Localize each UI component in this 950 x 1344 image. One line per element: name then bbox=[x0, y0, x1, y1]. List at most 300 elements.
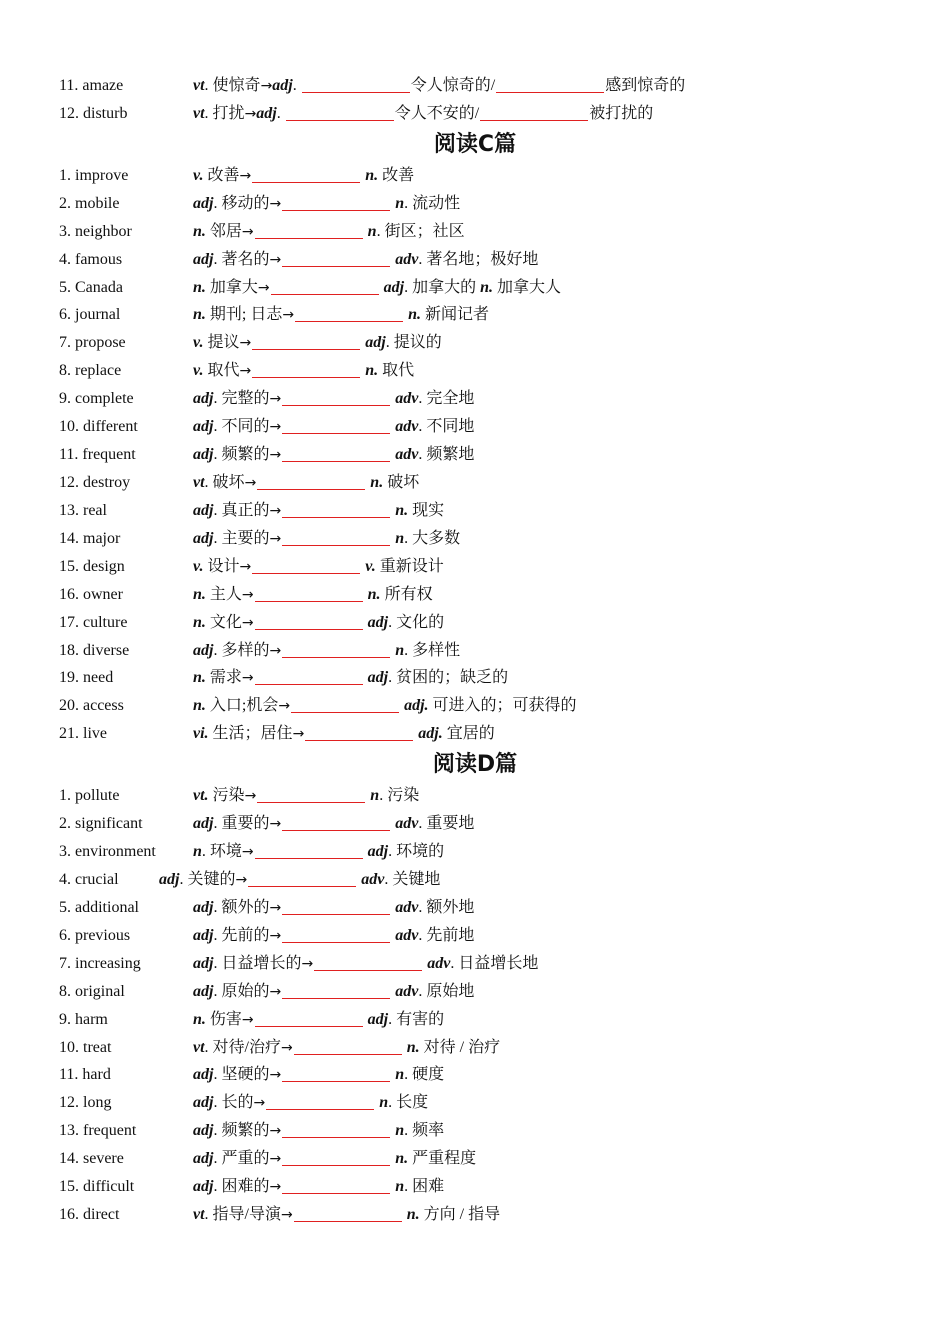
part-of-speech: vt. bbox=[193, 787, 209, 805]
vocab-word: 20. access bbox=[59, 697, 124, 715]
part-of-speech: n. bbox=[365, 166, 379, 184]
arrow-icon: → bbox=[269, 927, 282, 944]
sep: . bbox=[204, 1206, 213, 1224]
arrow-icon: → bbox=[269, 502, 282, 519]
sep: . bbox=[204, 104, 213, 122]
part-of-speech: n. bbox=[408, 306, 421, 324]
answer-blank[interactable] bbox=[257, 786, 365, 803]
vocab-row bbox=[0, 1061, 950, 1089]
sep: . bbox=[213, 390, 222, 408]
vocab-row bbox=[0, 190, 950, 218]
vocab-row bbox=[0, 581, 950, 609]
vocab-word: 13. frequent bbox=[59, 1122, 137, 1140]
vocab-word: 7. propose bbox=[59, 334, 126, 352]
chinese-meaning: 主要的 bbox=[221, 529, 270, 547]
part-of-speech: n. bbox=[395, 1150, 409, 1168]
answer-blank[interactable] bbox=[282, 814, 390, 831]
vocab-definition bbox=[193, 525, 460, 554]
vocab-row bbox=[0, 441, 950, 469]
part-of-speech: n. bbox=[406, 1206, 420, 1224]
part-of-speech: n bbox=[193, 843, 202, 861]
part-of-speech: n bbox=[379, 1094, 389, 1112]
answer-blank[interactable] bbox=[282, 529, 390, 546]
vocab-row bbox=[0, 1201, 950, 1229]
arrow-icon: → bbox=[244, 788, 257, 805]
chinese-meaning: 令人不安的/ bbox=[394, 104, 480, 122]
arrow-icon: → bbox=[241, 586, 254, 603]
chinese-meaning: 新闻记者 bbox=[425, 306, 490, 324]
chinese-meaning: 重新设计 bbox=[379, 557, 444, 575]
chinese-meaning: 大多数 bbox=[412, 529, 461, 547]
vocab-definition bbox=[193, 246, 538, 275]
vocab-definition bbox=[193, 782, 419, 811]
vocab-word: 12. destroy bbox=[59, 473, 131, 491]
arrow-icon: → bbox=[278, 698, 291, 715]
part-of-speech: n. bbox=[193, 278, 206, 296]
chinese-meaning: 宜居的 bbox=[446, 725, 495, 743]
part-of-speech: adj bbox=[193, 926, 214, 944]
vocab-word: 11. hard bbox=[59, 1066, 111, 1084]
arrow-icon: → bbox=[269, 816, 282, 833]
part-of-speech: adv bbox=[395, 390, 419, 408]
vocab-word: 11. amaze bbox=[59, 77, 124, 94]
chinese-meaning: 著名地；极好地 bbox=[426, 250, 539, 268]
part-of-speech: adj bbox=[193, 446, 214, 464]
chinese-meaning: 原始地 bbox=[426, 982, 475, 1000]
vocab-definition bbox=[193, 553, 444, 582]
part-of-speech: v. bbox=[193, 334, 204, 352]
answer-blank[interactable] bbox=[252, 557, 360, 574]
vocab-row bbox=[0, 100, 950, 128]
vocab-definition bbox=[193, 274, 561, 303]
vocab-row bbox=[0, 866, 950, 894]
part-of-speech: adj bbox=[193, 250, 214, 268]
vocab-definition bbox=[193, 1006, 444, 1035]
answer-blank[interactable] bbox=[282, 445, 390, 462]
sep: . bbox=[404, 1178, 413, 1196]
part-of-speech: n. bbox=[406, 1038, 420, 1056]
part-of-speech: adv bbox=[395, 926, 419, 944]
part-of-speech: n bbox=[395, 194, 405, 212]
chinese-meaning: 贫困的；缺乏的 bbox=[396, 669, 509, 687]
chinese-meaning: 关键地 bbox=[392, 870, 441, 888]
vocab-definition bbox=[193, 190, 460, 219]
chinese-meaning: 不同的 bbox=[221, 418, 270, 436]
vocab-word: 16. direct bbox=[59, 1206, 120, 1224]
part-of-speech: n bbox=[395, 1066, 405, 1084]
part-of-speech: adj bbox=[193, 982, 214, 1000]
arrow-icon: → bbox=[241, 670, 254, 687]
part-of-speech: adj bbox=[193, 815, 214, 833]
part-of-speech: adj bbox=[193, 1066, 214, 1084]
part-of-speech: vi. bbox=[193, 725, 209, 743]
vocab-word: 19. need bbox=[59, 669, 114, 687]
vocab-row bbox=[0, 274, 950, 302]
chinese-meaning: 硬度 bbox=[412, 1066, 445, 1084]
vocab-row bbox=[0, 218, 950, 246]
chinese-meaning: 有害的 bbox=[396, 1010, 445, 1028]
vocab-row bbox=[0, 553, 950, 581]
answer-blank[interactable] bbox=[257, 473, 365, 490]
chinese-meaning: 日益增长地 bbox=[458, 954, 539, 972]
arrow-icon: → bbox=[239, 167, 252, 184]
chinese-meaning: 取代 bbox=[207, 362, 240, 380]
vocab-row bbox=[0, 1173, 950, 1201]
chinese-meaning: 破坏 bbox=[387, 473, 420, 491]
chinese-meaning: 长度 bbox=[396, 1094, 429, 1112]
chinese-meaning: 真正的 bbox=[221, 501, 270, 519]
part-of-speech: adv bbox=[395, 982, 419, 1000]
chinese-meaning: 使惊奇 bbox=[212, 77, 261, 94]
vocab-definition bbox=[193, 922, 474, 951]
vocab-word: 8. replace bbox=[59, 362, 122, 380]
arrow-icon: → bbox=[257, 279, 270, 296]
part-of-speech: adj. bbox=[418, 725, 443, 743]
answer-blank[interactable] bbox=[255, 222, 363, 239]
arrow-icon: → bbox=[241, 844, 254, 861]
chinese-meaning: 入口;机会 bbox=[209, 697, 279, 715]
chinese-meaning: 先前的 bbox=[221, 926, 270, 944]
chinese-meaning: 困难的 bbox=[221, 1178, 270, 1196]
part-of-speech: n. bbox=[193, 585, 206, 603]
chinese-meaning: 流动性 bbox=[412, 194, 461, 212]
vocab-row bbox=[0, 692, 950, 720]
sep: . bbox=[213, 898, 222, 916]
chinese-meaning: 伤害 bbox=[209, 1010, 242, 1028]
answer-blank[interactable] bbox=[282, 1065, 390, 1082]
part-of-speech: n bbox=[395, 1122, 405, 1140]
vocab-definition bbox=[193, 413, 474, 442]
sep: . bbox=[450, 954, 459, 972]
sep: . bbox=[204, 1038, 213, 1056]
part-of-speech: n bbox=[395, 641, 405, 659]
part-of-speech: v. bbox=[193, 166, 204, 184]
chinese-meaning: 严重的 bbox=[221, 1150, 270, 1168]
chinese-meaning: 完全地 bbox=[426, 390, 475, 408]
part-of-speech: adj. bbox=[404, 697, 429, 715]
sep: . bbox=[388, 1094, 397, 1112]
sep: . bbox=[385, 334, 394, 352]
arrow-icon: → bbox=[269, 195, 282, 212]
vocab-word: 17. culture bbox=[59, 613, 128, 631]
chinese-meaning: 频率 bbox=[412, 1122, 445, 1140]
answer-blank[interactable] bbox=[282, 982, 390, 999]
chinese-meaning: 严重程度 bbox=[412, 1150, 477, 1168]
part-of-speech: n. bbox=[193, 222, 206, 240]
sep: . bbox=[418, 446, 427, 464]
part-of-speech: vt bbox=[193, 473, 205, 491]
chinese-meaning: 移动的 bbox=[221, 194, 270, 212]
vocab-row bbox=[0, 978, 950, 1006]
vocab-definition bbox=[193, 894, 474, 923]
answer-blank[interactable] bbox=[282, 1121, 390, 1138]
part-of-speech: adj bbox=[193, 898, 214, 916]
arrow-icon: → bbox=[269, 1067, 282, 1084]
answer-blank[interactable] bbox=[252, 333, 360, 350]
vocab-definition bbox=[193, 357, 414, 386]
part-of-speech: v. bbox=[193, 362, 204, 380]
arrow-icon: → bbox=[269, 530, 282, 547]
arrow-icon: → bbox=[239, 335, 252, 352]
arrow-icon: → bbox=[239, 363, 252, 380]
vocab-word: 4. famous bbox=[59, 250, 123, 268]
part-of-speech: n. bbox=[193, 613, 206, 631]
chinese-meaning: 困难 bbox=[412, 1178, 445, 1196]
sep: . bbox=[179, 870, 188, 888]
part-of-speech: n. bbox=[193, 306, 206, 324]
vocab-word: 8. original bbox=[59, 982, 125, 1000]
part-of-speech: adv bbox=[395, 446, 419, 464]
answer-blank[interactable] bbox=[295, 305, 403, 322]
answer-blank[interactable] bbox=[282, 898, 390, 915]
vocab-word: 9. complete bbox=[59, 390, 134, 408]
chinese-meaning: 设计 bbox=[207, 557, 240, 575]
vocab-definition bbox=[193, 1089, 428, 1118]
part-of-speech: adj bbox=[193, 529, 214, 547]
arrow-icon: → bbox=[292, 726, 305, 743]
arrow-icon: → bbox=[269, 1123, 282, 1140]
sep: . bbox=[276, 104, 285, 122]
vocab-word: 11. frequent bbox=[59, 446, 136, 464]
chinese-meaning: 坚硬的 bbox=[221, 1066, 270, 1084]
answer-blank[interactable] bbox=[305, 724, 413, 741]
part-of-speech: adj bbox=[193, 954, 214, 972]
vocab-word: 15. design bbox=[59, 557, 125, 575]
sep: . bbox=[379, 787, 388, 805]
arrow-icon: → bbox=[269, 899, 282, 916]
sep: . bbox=[388, 613, 397, 631]
part-of-speech: n. bbox=[367, 585, 381, 603]
vocab-row bbox=[0, 497, 950, 525]
vocab-row bbox=[0, 950, 950, 978]
chinese-meaning: 频繁的 bbox=[221, 446, 270, 464]
vocab-word: 2. significant bbox=[59, 815, 143, 833]
answer-blank[interactable] bbox=[286, 104, 394, 121]
part-of-speech: adj bbox=[365, 334, 386, 352]
answer-blank[interactable] bbox=[266, 1093, 374, 1110]
sep: . bbox=[404, 194, 413, 212]
chinese-meaning: 加拿大 bbox=[209, 278, 258, 296]
chinese-meaning: 重要的 bbox=[221, 815, 270, 833]
arrow-icon: → bbox=[301, 955, 314, 972]
chinese-meaning: 改善 bbox=[382, 166, 415, 184]
sep: . bbox=[213, 1122, 222, 1140]
vocab-row bbox=[0, 72, 950, 100]
vocab-definition bbox=[193, 100, 653, 129]
chinese-meaning: 污染 bbox=[212, 787, 245, 805]
vocab-word: 3. neighbor bbox=[59, 222, 132, 240]
chinese-meaning: 加拿大人 bbox=[497, 278, 562, 296]
chinese-meaning: 著名的 bbox=[221, 250, 270, 268]
vocab-definition bbox=[193, 329, 442, 358]
chinese-meaning: 不同地 bbox=[426, 418, 475, 436]
vocab-word: 5. Canada bbox=[59, 278, 123, 296]
vocab-row bbox=[0, 1006, 950, 1034]
chinese-meaning: 文化的 bbox=[396, 613, 445, 631]
answer-blank[interactable] bbox=[282, 926, 390, 943]
chinese-meaning: 完整的 bbox=[221, 390, 270, 408]
chinese-meaning: 提议的 bbox=[393, 334, 442, 352]
sep: . bbox=[418, 390, 427, 408]
part-of-speech: adj bbox=[159, 870, 180, 888]
chinese-meaning: 原始的 bbox=[221, 982, 270, 1000]
answer-blank[interactable] bbox=[496, 76, 604, 93]
vocab-row bbox=[0, 301, 950, 329]
sep: . bbox=[418, 982, 427, 1000]
sep: . bbox=[418, 898, 427, 916]
chinese-meaning: 取代 bbox=[382, 362, 415, 380]
sep: . bbox=[388, 843, 397, 861]
answer-blank[interactable] bbox=[302, 76, 410, 93]
answer-blank[interactable] bbox=[282, 1149, 390, 1166]
part-of-speech: n bbox=[370, 787, 380, 805]
vocab-definition bbox=[193, 978, 474, 1007]
arrow-icon: → bbox=[269, 1179, 282, 1196]
part-of-speech: n. bbox=[395, 501, 409, 519]
chinese-meaning: 打扰 bbox=[212, 104, 245, 122]
vocab-row bbox=[0, 637, 950, 665]
vocab-word: 14. severe bbox=[59, 1150, 124, 1168]
answer-blank[interactable] bbox=[480, 104, 588, 121]
vocab-definition bbox=[193, 441, 474, 470]
answer-blank[interactable] bbox=[255, 668, 363, 685]
part-of-speech: adj bbox=[383, 278, 405, 296]
vocab-row bbox=[0, 609, 950, 637]
answer-blank[interactable] bbox=[255, 1010, 363, 1027]
vocab-word: 10. different bbox=[59, 418, 138, 436]
vocab-definition bbox=[193, 1145, 476, 1174]
sep: . bbox=[204, 77, 213, 94]
vocab-row bbox=[0, 357, 950, 385]
vocab-word: 6. journal bbox=[59, 306, 121, 324]
vocab-word: 5. additional bbox=[59, 898, 139, 916]
part-of-speech: adj bbox=[367, 843, 389, 861]
answer-blank[interactable] bbox=[282, 641, 390, 658]
vocab-row bbox=[0, 162, 950, 190]
chinese-meaning: 现实 bbox=[412, 501, 445, 519]
vocab-definition bbox=[193, 1173, 444, 1202]
part-of-speech: adj bbox=[193, 1122, 214, 1140]
answer-blank[interactable] bbox=[314, 954, 422, 971]
arrow-icon: → bbox=[269, 391, 282, 408]
chinese-meaning: 长的 bbox=[221, 1094, 254, 1112]
sep: . bbox=[213, 1150, 222, 1168]
answer-blank[interactable] bbox=[271, 278, 379, 295]
chinese-meaning: 频繁地 bbox=[426, 446, 475, 464]
vocab-row bbox=[0, 413, 950, 441]
answer-blank[interactable] bbox=[252, 361, 360, 378]
sep: . bbox=[418, 250, 427, 268]
part-of-speech: n bbox=[395, 529, 405, 547]
sep: . bbox=[418, 926, 427, 944]
vocab-row bbox=[0, 469, 950, 497]
part-of-speech: adj bbox=[272, 77, 293, 94]
answer-blank[interactable] bbox=[252, 166, 360, 183]
arrow-icon: → bbox=[281, 1207, 293, 1224]
arrow-icon: → bbox=[239, 558, 252, 575]
answer-blank[interactable] bbox=[294, 1205, 402, 1222]
vocab-row bbox=[0, 720, 950, 748]
chinese-meaning: 文化 bbox=[209, 613, 242, 631]
part-of-speech: adv bbox=[395, 898, 419, 916]
vocab-definition bbox=[193, 1034, 500, 1063]
vocab-row bbox=[0, 525, 950, 553]
answer-blank[interactable] bbox=[282, 1177, 390, 1194]
arrow-icon: → bbox=[269, 447, 282, 464]
arrow-icon: → bbox=[282, 307, 295, 324]
vocab-definition bbox=[193, 692, 577, 721]
sep: . bbox=[213, 529, 222, 547]
sep: . bbox=[292, 77, 301, 94]
part-of-speech: n. bbox=[193, 1010, 206, 1028]
vocab-word: 10. treat bbox=[59, 1038, 112, 1056]
chinese-meaning: 日益增长的 bbox=[221, 954, 302, 972]
sep: . bbox=[384, 870, 393, 888]
part-of-speech: n. bbox=[365, 362, 379, 380]
vocab-definition bbox=[193, 664, 508, 693]
vocab-definition bbox=[193, 1117, 444, 1146]
answer-blank[interactable] bbox=[282, 250, 390, 267]
sep: . bbox=[213, 250, 222, 268]
part-of-speech: adj bbox=[367, 613, 389, 631]
answer-blank[interactable] bbox=[255, 613, 363, 630]
answer-blank[interactable] bbox=[282, 501, 390, 518]
chinese-meaning: 破坏 bbox=[212, 473, 245, 491]
answer-blank[interactable] bbox=[294, 1038, 402, 1055]
vocab-definition bbox=[193, 469, 419, 498]
vocabulary-worksheet bbox=[0, 72, 950, 1229]
chinese-meaning: 提议 bbox=[207, 334, 240, 352]
part-of-speech: vt bbox=[193, 77, 205, 94]
answer-blank[interactable] bbox=[282, 389, 390, 406]
vocab-word: 1. pollute bbox=[59, 787, 120, 805]
answer-blank[interactable] bbox=[255, 585, 363, 602]
answer-blank[interactable] bbox=[291, 696, 399, 713]
vocab-row bbox=[0, 664, 950, 692]
vocab-definition bbox=[193, 218, 465, 247]
chinese-meaning: 令人惊奇的/ bbox=[410, 77, 496, 94]
vocab-row bbox=[0, 1145, 950, 1173]
sep: . bbox=[213, 815, 222, 833]
arrow-icon: → bbox=[260, 78, 273, 94]
answer-blank[interactable] bbox=[255, 842, 363, 859]
chinese-meaning: 环境的 bbox=[396, 843, 445, 861]
part-of-speech: v. bbox=[365, 557, 376, 575]
vocab-row bbox=[0, 894, 950, 922]
part-of-speech: n bbox=[395, 1178, 405, 1196]
vocab-row bbox=[0, 329, 950, 357]
vocab-definition bbox=[193, 720, 495, 749]
section-heading: 阅读C篇 bbox=[433, 131, 517, 157]
vocab-definition bbox=[193, 581, 433, 610]
arrow-icon: → bbox=[244, 105, 257, 122]
part-of-speech: v. bbox=[193, 557, 204, 575]
arrow-icon: → bbox=[253, 1095, 266, 1112]
vocab-row bbox=[0, 922, 950, 950]
sep: . bbox=[213, 501, 222, 519]
part-of-speech: adj bbox=[367, 1010, 389, 1028]
part-of-speech: adj bbox=[193, 1178, 214, 1196]
answer-blank[interactable] bbox=[282, 194, 390, 211]
answer-blank[interactable] bbox=[282, 417, 390, 434]
vocab-row bbox=[0, 810, 950, 838]
vocab-definition bbox=[193, 838, 444, 867]
vocab-definition bbox=[193, 609, 444, 638]
answer-blank[interactable] bbox=[248, 870, 356, 887]
vocab-word: 6. previous bbox=[59, 926, 131, 944]
part-of-speech: adj bbox=[256, 104, 277, 122]
part-of-speech: adj bbox=[193, 194, 214, 212]
